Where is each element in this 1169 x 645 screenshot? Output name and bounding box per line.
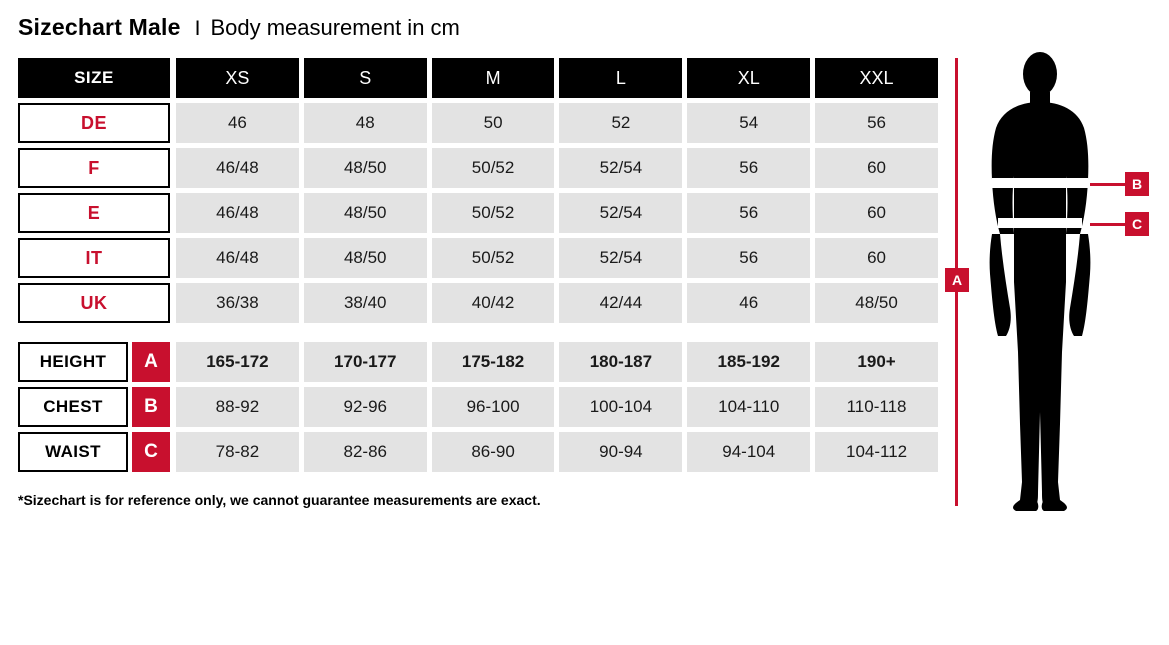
cell-e-l: 52/54 [559, 193, 682, 233]
cell-de-xxl: 56 [815, 103, 938, 143]
table-row [18, 432, 938, 472]
table-row [18, 387, 938, 427]
cell-chest-xs: 88-92 [176, 387, 299, 427]
cell-e-m: 50/52 [432, 193, 555, 233]
row-label-f: F [18, 148, 170, 188]
marker-badge-c: C [132, 432, 170, 472]
cell-chest-s: 92-96 [304, 387, 427, 427]
cell-de-s: 48 [304, 103, 427, 143]
row-label-waist: WAIST [18, 432, 128, 472]
title-subtitle: Body measurement in cm [210, 15, 460, 40]
cell-height-s: 170-177 [304, 342, 427, 382]
cell-height-xl: 185-192 [687, 342, 810, 382]
cell-de-xs: 46 [176, 103, 299, 143]
cell-f-xxl: 60 [815, 148, 938, 188]
column-header-xxl: XXL [815, 58, 938, 98]
table-header-row [18, 58, 938, 98]
marker-badge-b: B [132, 387, 170, 427]
table-row [18, 283, 938, 323]
cell-f-s: 48/50 [304, 148, 427, 188]
cell-chest-xl: 104-110 [687, 387, 810, 427]
cell-e-xl: 56 [687, 193, 810, 233]
cell-it-m: 50/52 [432, 238, 555, 278]
column-header-size: SIZE [18, 58, 170, 98]
row-label-height: HEIGHT [18, 342, 128, 382]
title-separator: I [194, 17, 201, 40]
column-header-xl: XL [687, 58, 810, 98]
cell-e-xs: 46/48 [176, 193, 299, 233]
cell-uk-xl: 46 [687, 283, 810, 323]
figure-marker-b: B [1125, 172, 1149, 196]
cell-f-m: 50/52 [432, 148, 555, 188]
body-figure [940, 52, 1158, 512]
waist-band [998, 218, 1082, 228]
cell-uk-m: 40/42 [432, 283, 555, 323]
cell-it-l: 52/54 [559, 238, 682, 278]
row-label-waist-group [18, 432, 170, 472]
column-header-l: L [559, 58, 682, 98]
cell-waist-xxl: 104-112 [815, 432, 938, 472]
table-row [18, 148, 938, 188]
column-header-xs: XS [176, 58, 299, 98]
row-label-it: IT [18, 238, 170, 278]
cell-it-s: 48/50 [304, 238, 427, 278]
figure-marker-a: A [945, 268, 969, 292]
cell-e-xxl: 60 [815, 193, 938, 233]
row-label-de: DE [18, 103, 170, 143]
cell-de-l: 52 [559, 103, 682, 143]
cell-f-xl: 56 [687, 148, 810, 188]
cell-waist-xl: 94-104 [687, 432, 810, 472]
cell-it-xs: 46/48 [176, 238, 299, 278]
title-main: Sizechart Male [18, 14, 181, 40]
cell-chest-m: 96-100 [432, 387, 555, 427]
row-label-chest-group [18, 387, 170, 427]
row-label-e: E [18, 193, 170, 233]
male-body-silhouette-icon [970, 52, 1110, 512]
table-row [18, 238, 938, 278]
row-label-height-group [18, 342, 170, 382]
cell-uk-l: 42/44 [559, 283, 682, 323]
column-header-m: M [432, 58, 555, 98]
cell-uk-xs: 36/38 [176, 283, 299, 323]
cell-waist-s: 82-86 [304, 432, 427, 472]
cell-de-m: 50 [432, 103, 555, 143]
cell-f-l: 52/54 [559, 148, 682, 188]
marker-badge-a: A [132, 342, 170, 382]
cell-height-xxl: 190+ [815, 342, 938, 382]
section-spacer [18, 328, 938, 342]
cell-chest-xxl: 110-118 [815, 387, 938, 427]
cell-uk-s: 38/40 [304, 283, 427, 323]
cell-uk-xxl: 48/50 [815, 283, 938, 323]
row-label-chest: CHEST [18, 387, 128, 427]
cell-waist-m: 86-90 [432, 432, 555, 472]
footnote: *Sizechart is for reference only, we cannot guarantee measurements are exact. [18, 492, 541, 508]
cell-waist-xs: 78-82 [176, 432, 299, 472]
cell-height-xs: 165-172 [176, 342, 299, 382]
cell-f-xs: 46/48 [176, 148, 299, 188]
cell-it-xxl: 60 [815, 238, 938, 278]
table-row [18, 342, 938, 382]
cell-height-l: 180-187 [559, 342, 682, 382]
chest-band [992, 178, 1088, 188]
table-row [18, 103, 938, 143]
cell-it-xl: 56 [687, 238, 810, 278]
cell-de-xl: 54 [687, 103, 810, 143]
cell-waist-l: 90-94 [559, 432, 682, 472]
page-title [18, 14, 460, 41]
column-header-s: S [304, 58, 427, 98]
row-label-uk: UK [18, 283, 170, 323]
table-row [18, 193, 938, 233]
cell-chest-l: 100-104 [559, 387, 682, 427]
cell-height-m: 175-182 [432, 342, 555, 382]
cell-e-s: 48/50 [304, 193, 427, 233]
figure-marker-c: C [1125, 212, 1149, 236]
sizechart-table [18, 58, 938, 477]
